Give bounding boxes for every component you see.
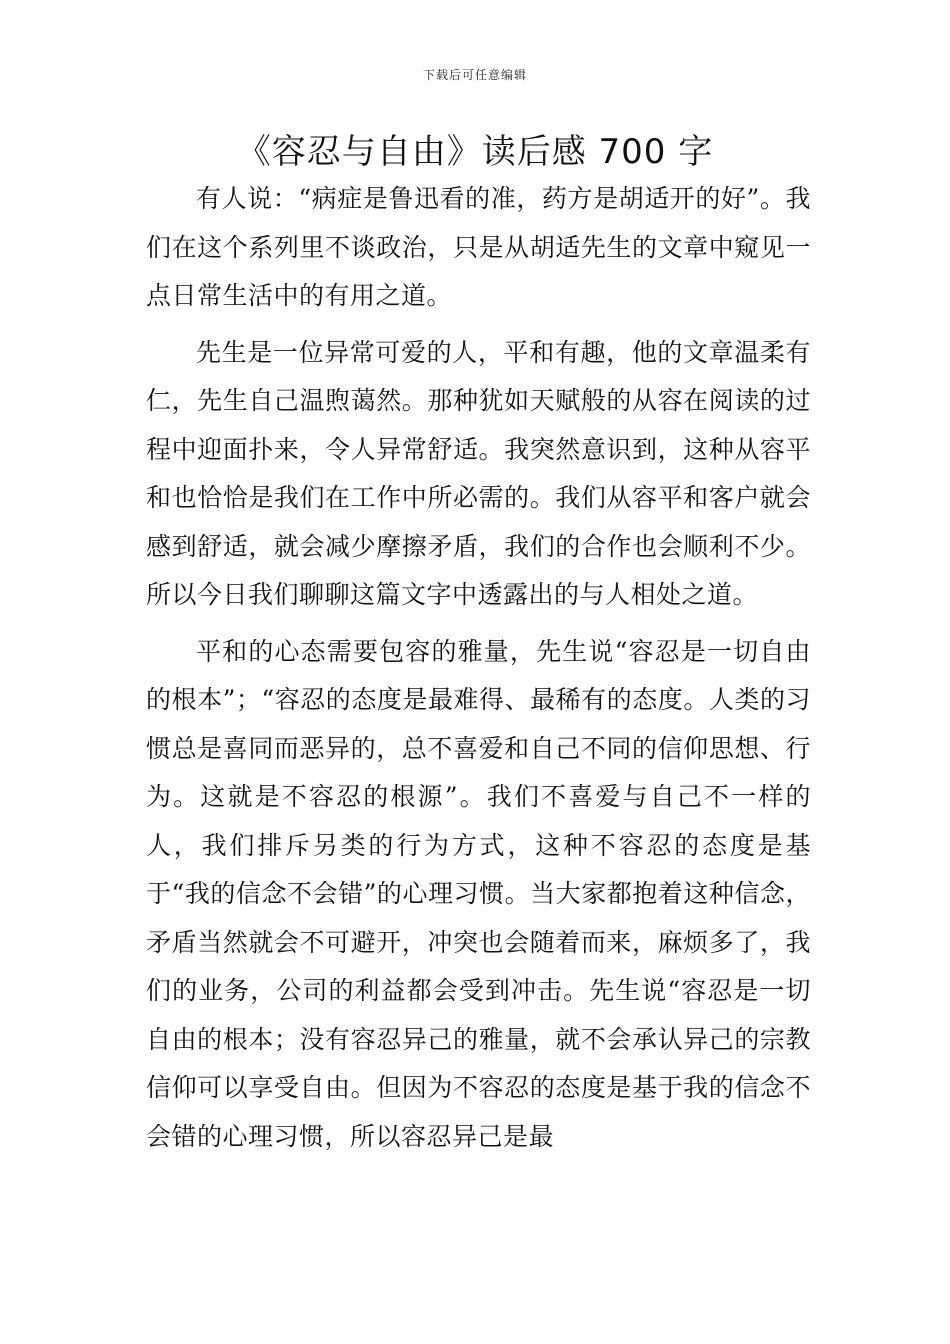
paragraph-2: 先生是一位异常可爱的人，平和有趣，他的文章温柔有仁，先生自己温煦蔼然。那种犹如天赋般的从容在阅读的过程中迎面扑来，令人异常舒适。我突然意识到，这种从容平和也恰恰是我们在工作中所必需的。我们从容平和客户就会感到舒适，就会减少摩擦矛盾，我们的合作也会顺利不少。所以今日我们聊聊这篇文字中透露出的与人相处之道。 (146, 337, 811, 609)
document-body (146, 175, 811, 1169)
paragraph-3: 平和的心态需要包容的雅量，先生说“容忍是一切自由的根本”；“容忍的态度是最难得、最稀有的态度。人类的习惯总是喜同而恶异的，总不喜爱和自己不同的信仰思想、行为。这就是不容忍的根源”。我们不喜爱与自己不一样的人，我们排斥另类的行为方式，这种不容忍的态度是基于“我的信念不会错”的心理习惯。当大家都抱着这种信念，矛盾当然就会不可避开，冲突也会随着而来，麻烦多了，我们的业务，公司的利益都会受到冲击。先生说“容忍是一切自由的根本；没有容忍异己的雅量，就不会承认异己的宗教信仰可以享受自由。但因为不容忍的态度是基于我的信念不会错的心理习惯，所以容忍异己是最 (146, 636, 811, 1151)
header-note: 下载后可任意编辑 (422, 68, 527, 82)
paragraph-1: 有人说：“病症是鲁迅看的准，药方是胡适开的好”。我们在这个系列里不谈政治，只是从胡适先生的文章中窥见一点日常生活中的有用之道。 (146, 184, 811, 310)
document-title: 《容忍与自由》读后感 700 字 (236, 132, 714, 172)
